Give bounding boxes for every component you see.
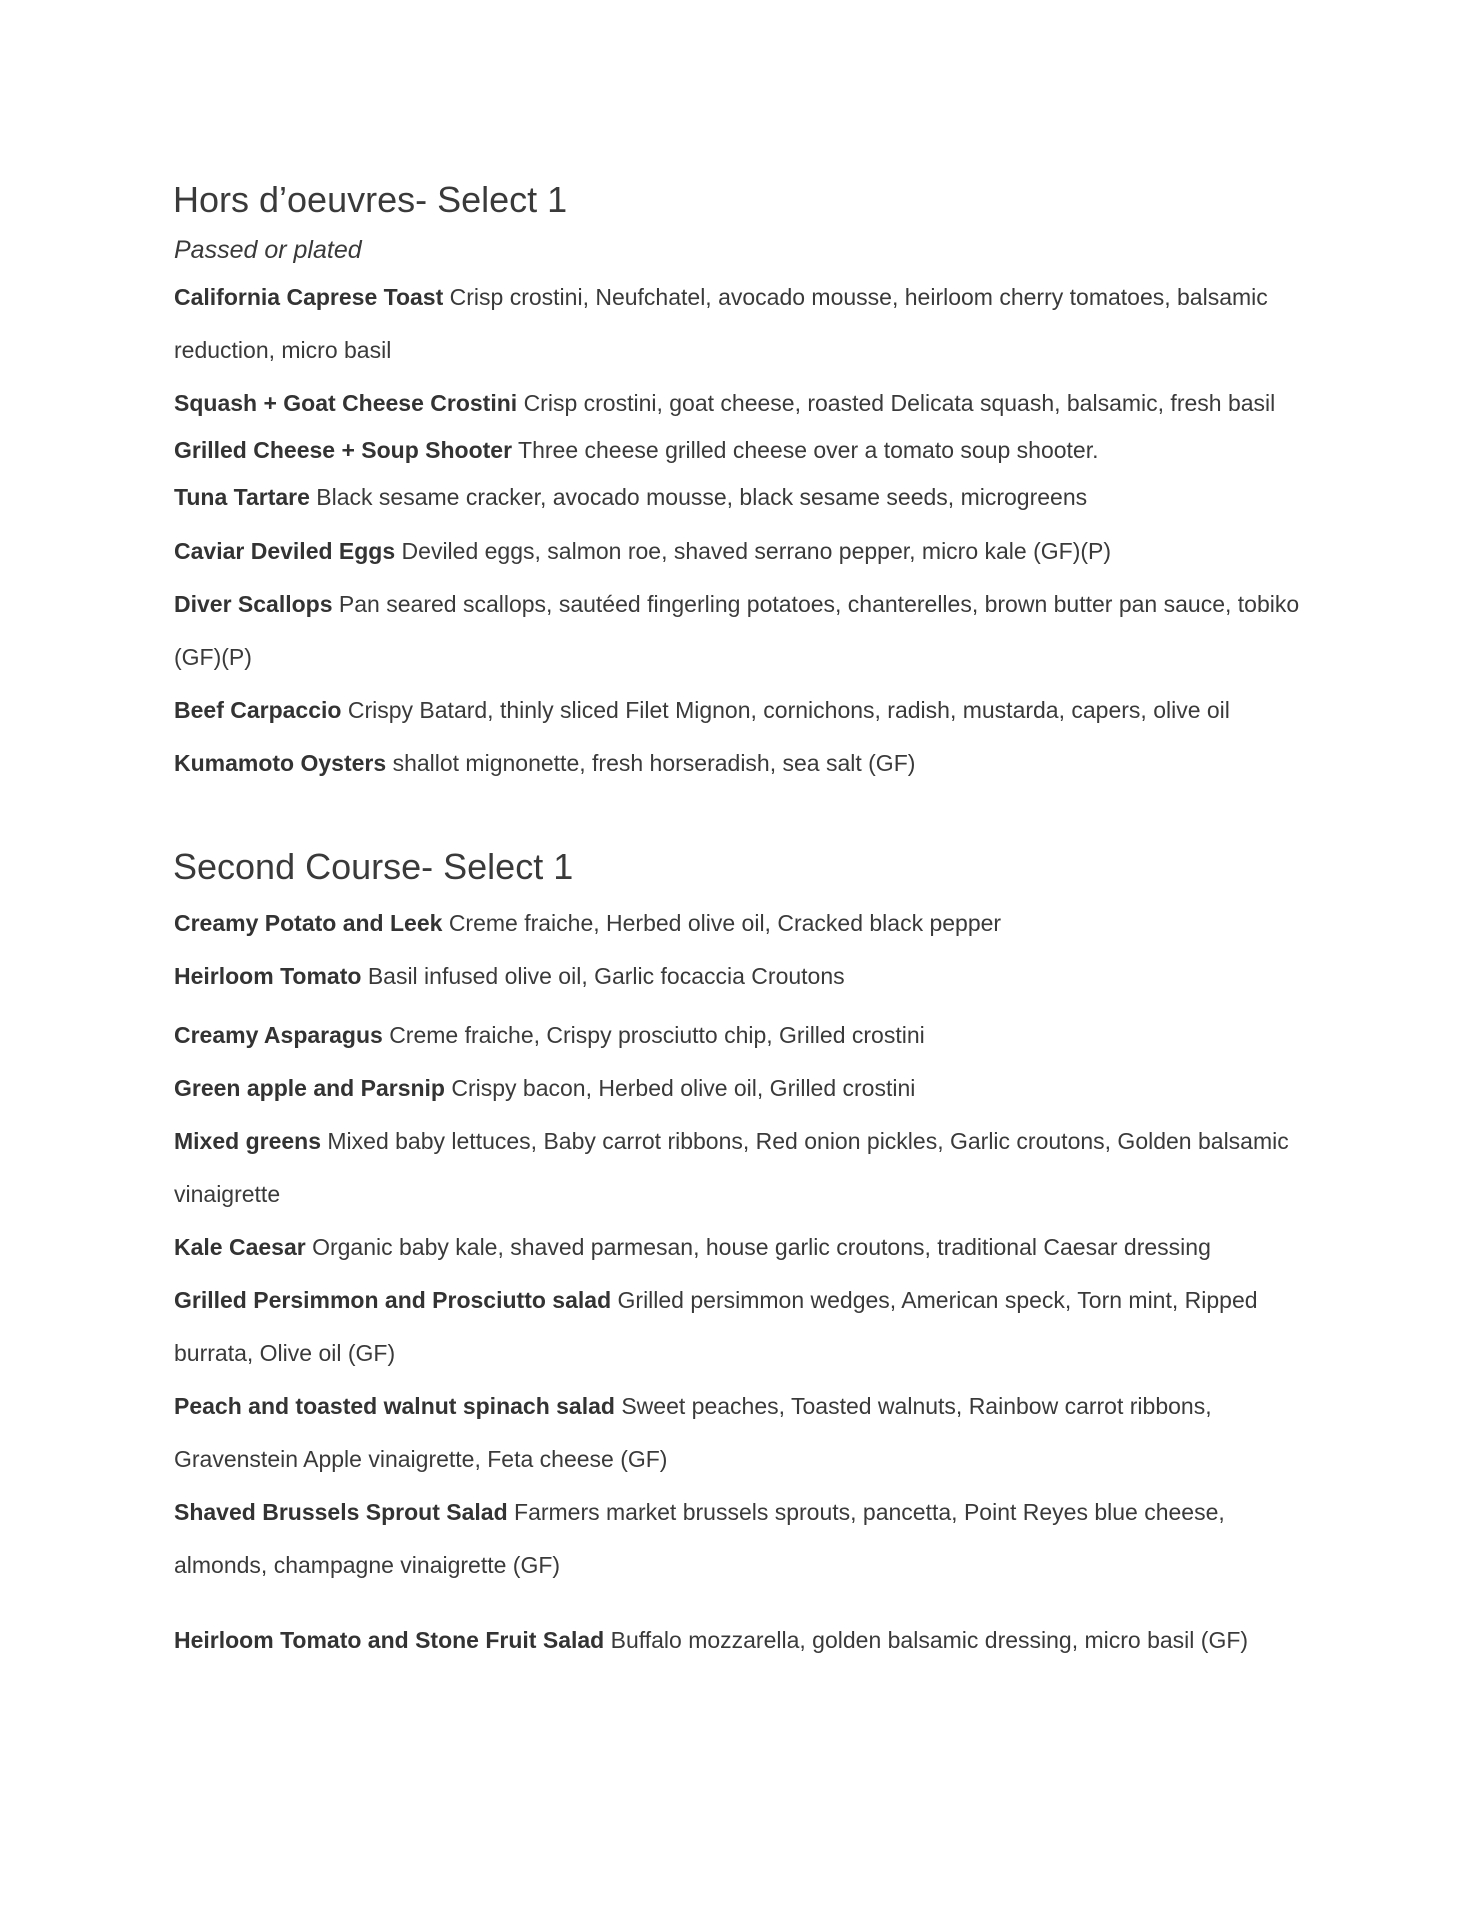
menu-item xyxy=(174,424,1324,477)
menu-item-name: Heirloom Tomato xyxy=(174,963,362,989)
hors-doeuvres-title: Hors d’oeuvres- Select 1 xyxy=(173,179,568,220)
menu-item-name: Kale Caesar xyxy=(174,1234,306,1260)
menu-item-description: Farmers market brussels sprouts, pancetta, Point Reyes blue cheese, almonds, champagne vinaigrette (GF) xyxy=(174,1499,1225,1578)
menu-item-name: Heirloom Tomato and Stone Fruit Salad xyxy=(174,1627,605,1653)
menu-item xyxy=(174,1062,1324,1115)
menu-item-description: Pan seared scallops, sautéed fingerling potatoes, chanterelles, brown butter pan sauce, tobiko (GF)(P) xyxy=(174,591,1300,670)
menu-item xyxy=(174,897,1324,950)
menu-item-name: Peach and toasted walnut spinach salad xyxy=(174,1393,615,1419)
menu-item-description: Grilled persimmon wedges, American speck, Torn mint, Ripped burrata, Olive oil (GF) xyxy=(174,1287,1258,1366)
menu-item xyxy=(174,1614,1324,1667)
menu-item-description: Creme fraiche, Crispy prosciutto chip, Grilled crostini xyxy=(389,1022,925,1048)
menu-item-description: Mixed baby lettuces, Baby carrot ribbons, Red onion pickles, Garlic croutons, Golden balsamic vinaigrette xyxy=(174,1128,1289,1207)
menu-item xyxy=(174,271,1324,377)
menu-item-description: Crispy Batard, thinly sliced Filet Mignon, cornichons, radish, mustarda, capers, olive oil xyxy=(347,697,1230,723)
hors-doeuvres-subtitle: Passed or plated xyxy=(174,236,362,264)
menu-item-description: Basil infused olive oil, Garlic focaccia Croutons xyxy=(367,963,845,989)
menu-item-name: Kumamoto Oysters xyxy=(174,750,387,776)
menu-item-name: Creamy Potato and Leek xyxy=(174,910,443,936)
menu-item-description: Creme fraiche, Herbed olive oil, Cracked black pepper xyxy=(448,910,1002,936)
menu-item-name: Tuna Tartare xyxy=(174,484,310,510)
menu-item-name: Beef Carpaccio xyxy=(174,697,342,723)
menu-item-name: Grilled Persimmon and Prosciutto salad xyxy=(174,1287,612,1313)
menu-item xyxy=(174,1274,1324,1380)
menu-item-name: Shaved Brussels Sprout Salad xyxy=(174,1499,508,1525)
menu-item-name: Mixed greens xyxy=(174,1128,321,1154)
menu-item-description: Crisp crostini, Neufchatel, avocado mousse, heirloom cherry tomatoes, balsamic reduction, micro basil xyxy=(174,284,1268,363)
menu-item xyxy=(174,377,1324,430)
menu-item-name: Diver Scallops xyxy=(174,591,333,617)
menu-item-name: Squash + Goat Cheese Crostini xyxy=(174,390,518,416)
menu-item-description: Deviled eggs, salmon roe, shaved serrano pepper, micro kale (GF)(P) xyxy=(401,538,1112,564)
menu-item-description: Organic baby kale, shaved parmesan, house garlic croutons, traditional Caesar dressing xyxy=(312,1234,1211,1260)
menu-item xyxy=(174,737,1324,790)
menu-item xyxy=(174,1009,1324,1062)
menu-item-name: Caviar Deviled Eggs xyxy=(174,538,396,564)
menu-item-description: Black sesame cracker, avocado mousse, black sesame seeds, microgreens xyxy=(316,484,1088,510)
menu-item-description: Crispy bacon, Herbed olive oil, Grilled crostini xyxy=(451,1075,916,1101)
menu-item-description: Buffalo mozzarella, golden balsamic dressing, micro basil (GF) xyxy=(610,1627,1249,1653)
menu-item-name: Grilled Cheese + Soup Shooter xyxy=(174,437,513,463)
menu-item xyxy=(174,525,1324,578)
menu-item xyxy=(174,1221,1324,1274)
second-course-title: Second Course- Select 1 xyxy=(173,846,574,887)
menu-item-description: shallot mignonette, fresh horseradish, sea salt (GF) xyxy=(392,750,916,776)
menu-item xyxy=(174,471,1324,524)
menu-item xyxy=(174,1380,1324,1486)
menu-item-name: California Caprese Toast xyxy=(174,284,444,310)
menu-item-name: Creamy Asparagus xyxy=(174,1022,383,1048)
menu-item xyxy=(174,578,1324,684)
menu-item-description: Three cheese grilled cheese over a tomato soup shooter. xyxy=(518,437,1099,463)
menu-item-description: Sweet peaches, Toasted walnuts, Rainbow carrot ribbons, Gravenstein Apple vinaigrette, Feta cheese (GF) xyxy=(174,1393,1212,1472)
menu-item xyxy=(174,1115,1324,1221)
menu-item-description: Crisp crostini, goat cheese, roasted Delicata squash, balsamic, fresh basil xyxy=(523,390,1276,416)
menu-item xyxy=(174,950,1324,1003)
menu-item xyxy=(174,1486,1324,1592)
menu-item xyxy=(174,684,1324,737)
menu-item-name: Green apple and Parsnip xyxy=(174,1075,445,1101)
